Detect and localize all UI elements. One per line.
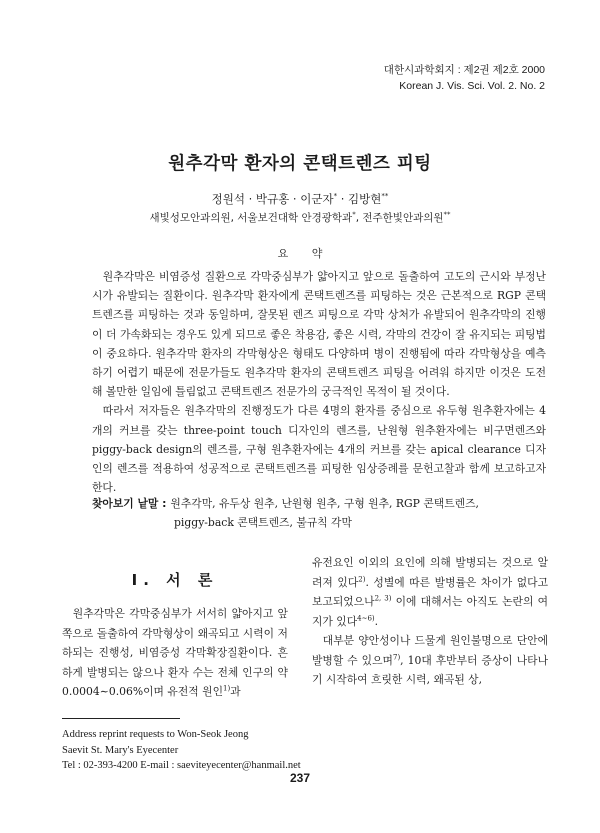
author-names: 정원석 · 박규홍 · 이군자 — [211, 192, 334, 206]
section-heading-introduction: I. 서 론 — [131, 571, 219, 589]
journal-english-citation: Korean J. Vis. Sci. Vol. 2. No. 2 — [399, 80, 545, 92]
author-list — [0, 191, 600, 207]
abstract-paragraph-2: 따라서 저자들은 원추각막의 진행정도가 다른 4명의 환자를 중심으로 유두형 원추환자에는 4개의 커브를 갖는 three-point touch 디자인의 렌즈를, 난원형 원추환자에는 비구면렌즈와 piggy-back design의 렌즈를, 구형 원추환자에는 4개의 커브를 갖는 apical clearance 디자인의 렌즈를 적용하여 성공적으로 콘택트렌즈를 피팅한 임상증례를 문헌고찰과 함께 보고하고자 한다. — [92, 404, 546, 495]
intro-text-b: 과 — [230, 685, 241, 698]
correspondence-footnote — [62, 727, 301, 774]
abstract-heading: 요 약 — [277, 247, 333, 260]
intro-text-f: . — [374, 614, 379, 628]
left-column — [62, 557, 288, 702]
right-column — [312, 553, 548, 690]
author-mark-1: * — [333, 192, 338, 201]
journal-header — [384, 62, 545, 94]
abstract-body — [92, 267, 546, 497]
intro-text-a: 원추각막은 각막중심부가 서서히 얇아지고 앞쪽으로 돌출하여 각막형상이 왜곡되고 시력이 저하되는 진행성, 비염증성 각막확장질환이다. 흔하게 발병되는 않으나 환자 수는 전체 인구의 약 0.0004∼0.06%이며 유전적 원인 — [62, 607, 288, 698]
affiliation-text-2: , 전주한빛안과의원 — [355, 212, 444, 224]
affiliation-list — [0, 210, 600, 225]
citation-2: 2) — [358, 574, 366, 583]
keywords-line-1: 원추각막, 유두상 원추, 난원형 원추, 구형 원추, RGP 콘택트렌즈, — [170, 497, 479, 510]
citation-5: 7) — [392, 652, 401, 661]
page-number: 237 — [289, 771, 311, 785]
intro-paragraph-1 — [62, 604, 288, 702]
journal-korean-citation: 대한시과학회지 : 제2권 제2호 2000 — [383, 64, 545, 76]
intro-text-h: , 10대 후반부터 증상이 나타나기 시작하여 흐릿한 시력, 왜곡된 상, — [312, 653, 548, 686]
affiliation-mark-1: * — [352, 210, 356, 219]
footnote-divider — [62, 718, 180, 719]
intro-paragraph-3 — [312, 631, 548, 690]
intro-text-c: 유전요인 이외의 요인에 의해 발병되는 것으로 알려져 있다 — [312, 556, 548, 589]
citation-4: 4~6) — [357, 613, 375, 622]
footnote-line-2: Saevit St. Mary's Eyecenter — [62, 744, 179, 756]
keywords-block — [92, 494, 546, 532]
paper-title: 원추각막 환자의 콘택트렌즈 피팅 — [168, 154, 432, 174]
affiliation-text: 새빛성모안과의원, 서울보건대학 안경광학과 — [149, 212, 353, 224]
author-mark-2: ** — [381, 192, 389, 201]
intro-text-g: 대부분 양안성이나 드물게 원인불명으로 단안에 발병할 수 있으며 — [312, 634, 548, 667]
intro-paragraph-2 — [312, 553, 548, 631]
citation-1: 1) — [223, 684, 231, 693]
keywords-label: 찾아보기 낱말 : — [92, 497, 167, 510]
citation-3: 2, 3) — [374, 594, 392, 603]
abstract-paragraph-1: 원추각막은 비염증성 질환으로 각막중심부가 얇아지고 앞으로 돌출하여 고도의 근시와 부정난시가 유발되는 질환이다. 원추각막 환자에게 콘택트렌즈를 피팅하는 것은 근본적으로 RGP 콘택트렌즈를 피팅하는 것과 동일하며, 잘못된 렌즈 피팅으로 각막 상처가 유발되어 원추각막의 진행이 더 가속화되는 경우도 있게 되므로 좋은 착용감, 좋은 시력, 각막의 건강이 잘 유지되는 피팅법이 중요하다. 원추각막 환자의 각막형상은 형태도 다양하며 병이 진행됨에 따라 각막형상을 예측하기 어렵기 때문에 전문가들도 원추각막 환자의 콘택트렌즈 피팅을 어려워 하지만 이것은 도전해 볼만한 일임에 틀림없고 콘택트렌즈 전문가의 궁극적인 목적이 될 것이다. — [92, 270, 546, 399]
footnote-line-1: Address reprint requests to Won-Seok Jeong — [62, 729, 249, 740]
keywords-line-2: piggy-back 콘택트렌즈, 불규칙 각막 — [174, 516, 352, 529]
affiliation-mark-2: ** — [443, 210, 451, 219]
author-names-2: · 김방현 — [337, 192, 382, 206]
intro-text-e: 이에 대해서는 아직도 논란의 여지가 있다 — [312, 595, 548, 628]
intro-text-d: . 성별에 따른 발병률은 차이가 없다고 보고되었으나 — [312, 575, 548, 608]
footnote-line-3: Tel : 02-393-4200 E-mail : saeviteyecenter@hanmail.net — [62, 760, 301, 771]
